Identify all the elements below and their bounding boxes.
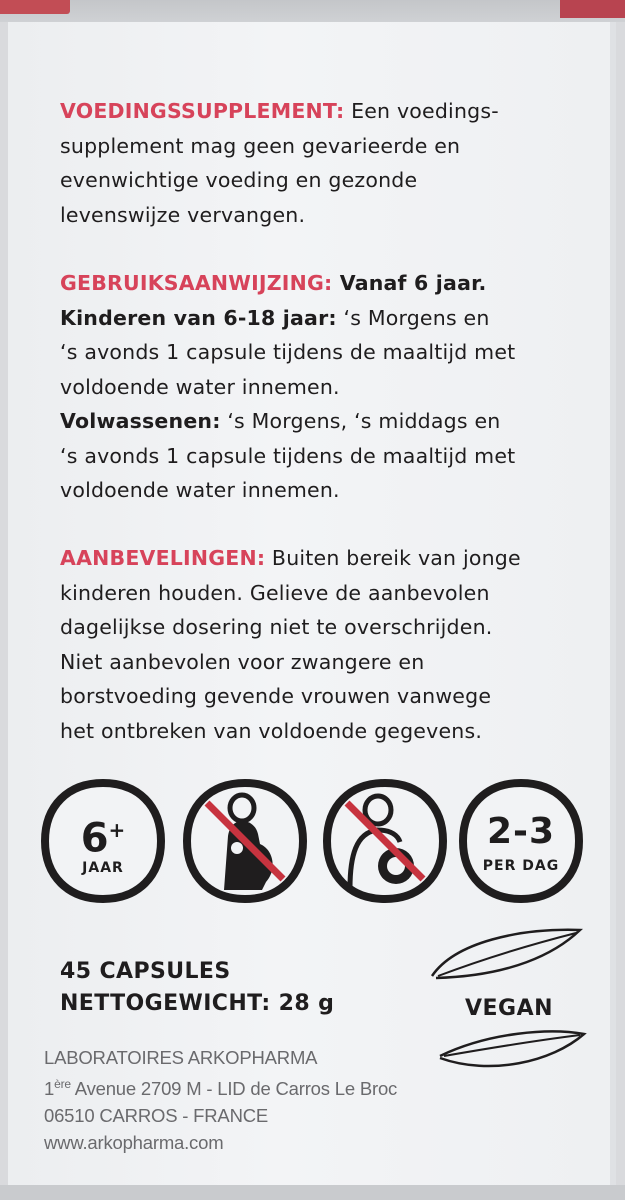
- gebruiksaanwijzing-section: [60, 266, 600, 508]
- text-line: borstvoeding gevende vrouwen vanwege: [60, 684, 492, 708]
- text-line: supplement mag geen gevarieerde en: [60, 133, 461, 158]
- street-rest: Avenue 2709 M - LID de Carros Le Broc: [70, 1078, 398, 1100]
- text-line: Een voedings-: [344, 99, 499, 123]
- box-top-red-flap: [0, 0, 70, 14]
- company-name: LABORATOIRES ARKOPHARMA: [44, 1047, 318, 1068]
- text-line: het ontbreken van voldoende gegevens.: [60, 718, 483, 743]
- vegan-badge: [430, 928, 588, 1078]
- city-line: 06510 CARROS - FRANCE: [44, 1105, 269, 1127]
- text-line: Buiten bereik van jonge: [265, 546, 521, 570]
- gebruiksaanwijzing-heading: GEBRUIKSAANWIJZING:: [60, 271, 333, 295]
- text-line: kinderen houden. Gelieve de aanbevolen: [60, 580, 490, 605]
- age-intro: Vanaf 6 jaar.: [332, 271, 487, 295]
- capsule-count: 45 CAPSULES: [60, 959, 231, 984]
- no-pregnant-women-icon: [182, 778, 308, 904]
- text-line: ‘s avonds 1 capsule tijdens de maaltijd met: [60, 340, 516, 364]
- age-6-plus-icon: [40, 778, 166, 904]
- manufacturer-address: [44, 1044, 397, 1156]
- voedingssupplement-section: [60, 94, 600, 232]
- text-line: evenwichtige voeding en gezonde: [60, 168, 418, 192]
- aanbevelingen-section: [60, 541, 600, 748]
- dose-per-day-icon: [458, 778, 584, 904]
- box-top-red-flap-right: [560, 0, 625, 18]
- text-line: dagelijkse dosering niet te overschrijden.: [60, 615, 493, 639]
- volwassenen-label: Volwassenen:: [60, 409, 221, 433]
- text-line: Niet aanbevolen voor zwangere en: [60, 649, 425, 674]
- dose-number: 2-3: [486, 811, 556, 852]
- street-prefix: 1: [44, 1078, 55, 1100]
- age-number: 6: [80, 815, 109, 862]
- dose-unit: PER DAG: [482, 858, 560, 874]
- kinderen-label: Kinderen van 6-18 jaar:: [60, 305, 337, 330]
- street-sup: ère: [54, 1077, 71, 1091]
- text-line: ‘s Morgens, ‘s middags en: [220, 409, 501, 433]
- text-line: ‘s Morgens en: [336, 305, 490, 330]
- no-breastfeeding-icon: [322, 778, 448, 904]
- box-top-edge: [0, 0, 625, 22]
- age-unit: JAAR: [82, 860, 124, 876]
- aanbevelingen-heading: AANBEVELINGEN:: [60, 546, 266, 570]
- age-plus: +: [108, 818, 126, 842]
- vegan-label: VEGAN: [464, 996, 554, 1021]
- text-line: ‘s avonds 1 capsule tijdens de maaltijd met: [60, 443, 516, 468]
- text-line: voldoende water innemen.: [60, 478, 340, 502]
- text-line: levenswijze vervangen.: [60, 202, 306, 227]
- text-line: voldoende water innemen.: [60, 374, 340, 399]
- package-contents: [60, 956, 334, 1020]
- net-weight-value: 28 g: [270, 991, 335, 1016]
- website: www.arkopharma.com: [44, 1132, 224, 1154]
- voedingssupplement-heading: VOEDINGSSUPPLEMENT:: [60, 99, 345, 123]
- box-bottom-edge: [0, 1185, 625, 1200]
- net-weight-label: NETTOGEWICHT:: [60, 991, 271, 1016]
